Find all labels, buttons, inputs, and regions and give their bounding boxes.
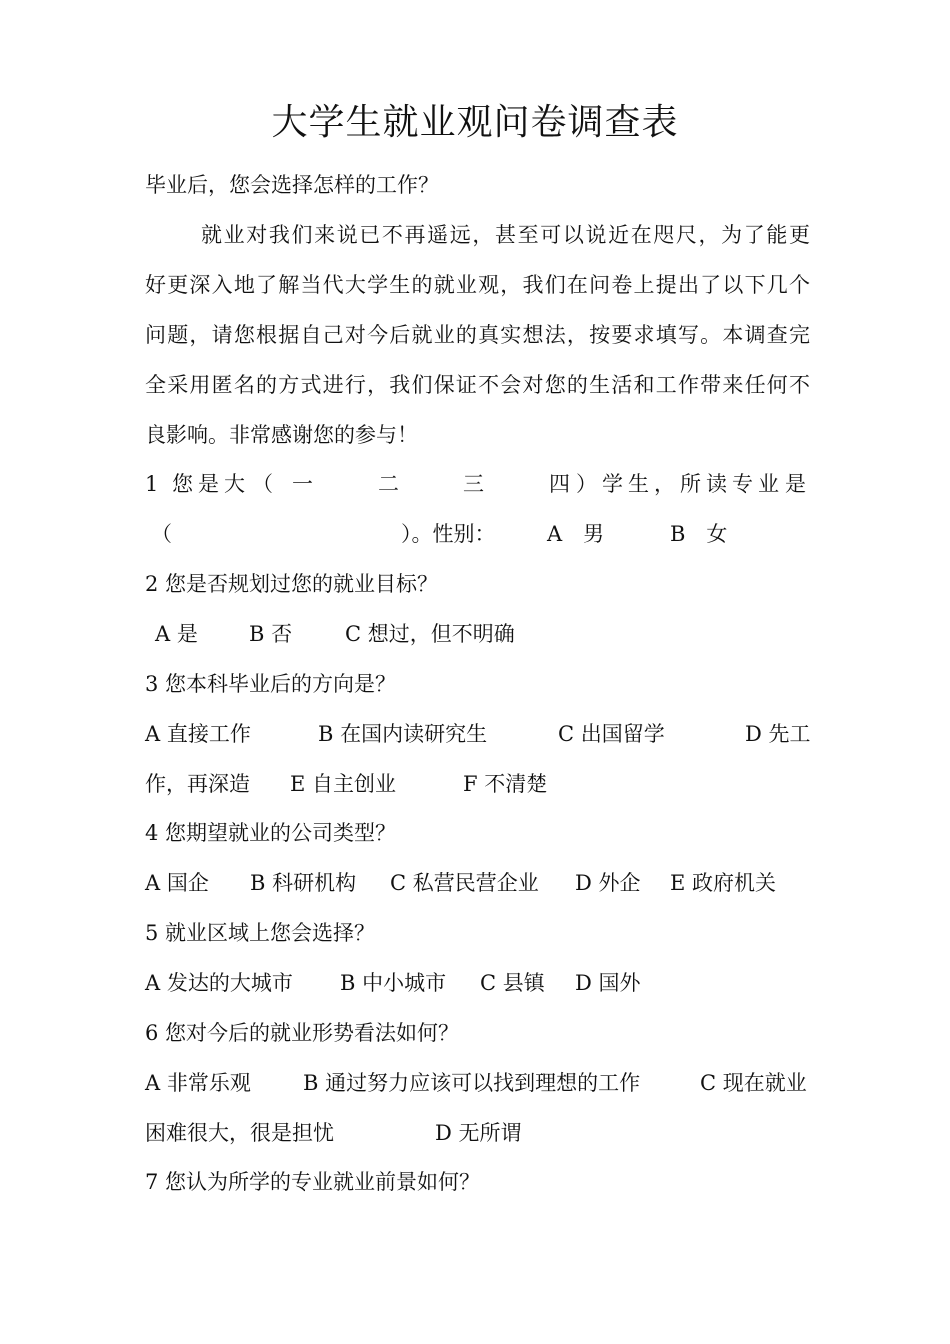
gender-label: ）。性别：	[401, 522, 496, 546]
q3-question: 3 您本科毕业后的方向是？	[145, 672, 397, 696]
option: F 不清楚	[463, 772, 548, 796]
option: D 无所谓	[435, 1121, 522, 1145]
intro-line-5: 良影响。非常感谢您的参与！	[145, 423, 418, 447]
q1-token: 您	[172, 472, 193, 496]
intro-line-3: 问题，请您根据自己对今后就业的真实想法，按要求填写。本调查完	[145, 323, 810, 347]
option: B 通过努力应该可以找到理想的工作	[303, 1071, 641, 1095]
q6-options	[145, 1068, 810, 1098]
q4-options	[145, 868, 810, 898]
major-open-paren: （	[151, 522, 172, 546]
q1-token: 一	[292, 472, 313, 496]
option: B 中小城市	[340, 971, 447, 995]
option: D 先工	[745, 722, 811, 746]
option: C 现在就业	[700, 1071, 807, 1095]
q1-token: 三	[463, 472, 484, 496]
q3-options-cont	[145, 769, 810, 799]
q1-token: （	[252, 472, 273, 496]
q1-token: 所	[680, 472, 701, 496]
option: B 否	[249, 622, 293, 646]
page-title: 大学生就业观问卷调查表	[271, 102, 679, 143]
option: B 在国内读研究生	[318, 722, 488, 746]
subtitle: 毕业后，您会选择怎样的工作？	[145, 173, 439, 197]
gender-option-female: B 女	[670, 522, 728, 546]
q6-options-cont	[145, 1118, 810, 1148]
q1-line-2	[145, 519, 810, 549]
q1-token: 生	[628, 472, 649, 496]
q1-token: 业	[758, 472, 779, 496]
option: C 县镇	[480, 971, 545, 995]
q2-options	[145, 619, 810, 649]
option: D 外企	[575, 871, 641, 895]
option: C 想过，但不明确	[345, 622, 515, 646]
q1-token: 二	[378, 472, 399, 496]
q4-question: 4 您期望就业的公司类型？	[145, 821, 397, 845]
option: A 直接工作	[145, 722, 251, 746]
q1-token: 1	[145, 472, 159, 496]
option: C 出国留学	[558, 722, 665, 746]
q1-token: 是	[198, 472, 219, 496]
q3-options	[145, 719, 810, 749]
option: E 政府机关	[670, 871, 777, 895]
q1-token: 大	[224, 472, 245, 496]
option: D 国外	[575, 971, 641, 995]
gender-option-male: A 男	[547, 522, 605, 546]
option: B 科研机构	[250, 871, 357, 895]
option: C 私营民营企业	[390, 871, 539, 895]
option: A 是	[155, 622, 198, 646]
q1-token: ）	[576, 472, 597, 496]
q1-token: 是	[785, 472, 806, 496]
q1-line-1	[145, 469, 810, 499]
option: 作，再深造	[145, 772, 250, 796]
q6-question: 6 您对今后的就业形势看法如何？	[145, 1021, 460, 1045]
option: A 非常乐观	[145, 1071, 251, 1095]
option: A 国企	[145, 871, 209, 895]
option: A 发达的大城市	[145, 971, 293, 995]
q2-question: 2 您是否规划过您的就业目标？	[145, 572, 439, 596]
intro-line-2: 好更深入地了解当代大学生的就业观，我们在问卷上提出了以下几个	[145, 273, 810, 297]
q1-token: 读	[706, 472, 727, 496]
q1-token: 四	[549, 472, 570, 496]
q1-token: 学	[602, 472, 623, 496]
q1-token: 专	[732, 472, 753, 496]
option: E 自主创业	[290, 772, 397, 796]
q1-token: ，	[654, 472, 675, 496]
option: 困难很大，很是担忧	[145, 1121, 334, 1145]
q5-options	[145, 968, 810, 998]
intro-line-1: 就业对我们来说已不再遥远，甚至可以说近在咫尺，为了能更	[201, 223, 810, 247]
q7-question: 7 您认为所学的专业就业前景如何？	[145, 1170, 481, 1194]
q5-question: 5 就业区域上您会选择？	[145, 921, 376, 945]
intro-line-4: 全采用匿名的方式进行，我们保证不会对您的生活和工作带来任何不	[145, 373, 810, 397]
